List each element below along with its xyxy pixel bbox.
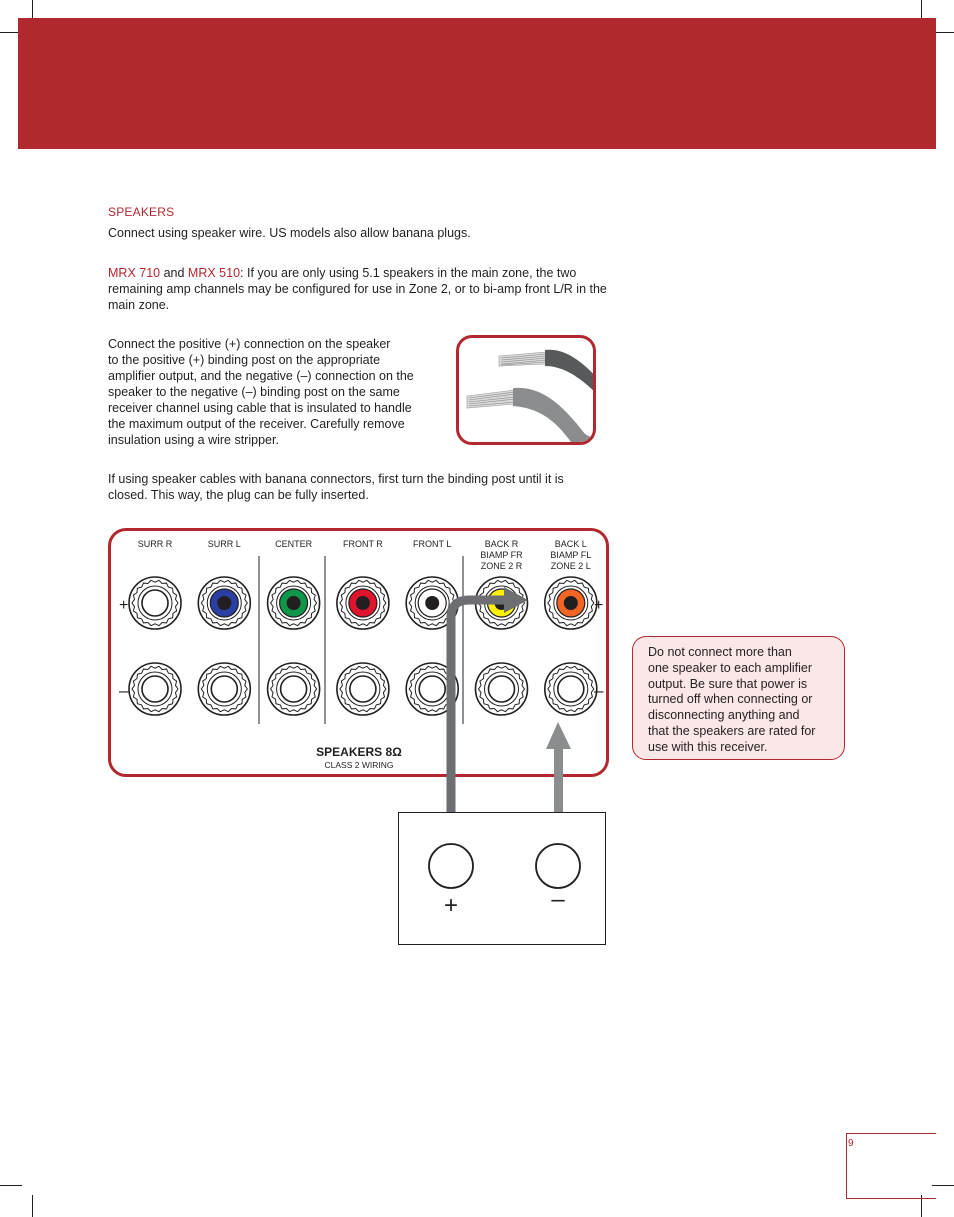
note-line: Do not connect more than: [648, 645, 792, 659]
speaker-terminal-panel: [108, 528, 609, 777]
speaker-negative-terminal: [536, 844, 580, 888]
models-paragraph: [108, 265, 608, 313]
page-number: 9: [848, 1138, 854, 1149]
channel-label: BACK R: [484, 539, 519, 549]
channel-label: BIAMP FL: [550, 550, 592, 560]
warning-note: [632, 636, 845, 760]
connect-line: insulation using a wire stripper.: [108, 433, 279, 447]
binding-post-positive: [337, 577, 389, 629]
speaker-positive-terminal: [429, 844, 473, 888]
page-frame-line: [846, 1133, 847, 1199]
binding-posts-group: [129, 577, 597, 715]
connect-line: the maximum output of the receiver. Carefully remove: [108, 417, 405, 431]
connect-line: receiver channel using cable that is insulated to handle: [108, 401, 412, 415]
channel-label: CENTER: [275, 539, 313, 549]
channel-label: ZONE 2 R: [480, 561, 523, 571]
note-line: one speaker to each amplifier: [648, 660, 812, 675]
section-heading: SPEAKERS: [108, 205, 175, 219]
banana-line: closed. This way, the plug can be fully inserted.: [108, 488, 369, 502]
channel-label: FRONT L: [413, 539, 452, 549]
lower-wire: [467, 388, 593, 442]
banana-line: If using speaker cables with banana connectors, first turn the binding post until it is: [108, 472, 564, 486]
stripped-wire-icon: [459, 338, 593, 442]
and-text: and: [160, 266, 188, 280]
note-line: turned off when connecting or: [648, 692, 813, 707]
model-710-label: MRX 710: [108, 266, 161, 280]
banana-paragraph: [108, 471, 608, 503]
panel-subtitle: CLASS 2 WIRING: [324, 760, 394, 770]
binding-post-positive: [476, 577, 528, 629]
crop-mark: [32, 1195, 33, 1217]
wire-illustration: [456, 335, 596, 445]
header-band: [18, 18, 936, 149]
channel-label: BACK L: [554, 539, 587, 549]
connect-line: Connect the positive (+) connection on the speaker: [108, 337, 391, 351]
terminal-panel-drawing: [111, 531, 606, 774]
channel-label: BIAMP FR: [480, 550, 523, 560]
binding-post-negative: [198, 663, 250, 715]
minus-symbol-left: –: [119, 681, 129, 700]
binding-post-negative: [406, 663, 458, 715]
speaker-terminals: [399, 813, 605, 944]
note-line: output. Be sure that power is: [648, 676, 808, 691]
speaker-diagram: [398, 812, 606, 945]
page-frame-line: [846, 1198, 936, 1199]
connect-paragraph: [108, 336, 448, 448]
speaker-minus-symbol: –: [551, 886, 565, 913]
binding-post-positive: [268, 577, 320, 629]
note-line: that the speakers are rated for: [648, 723, 816, 738]
page-frame-line: [846, 1133, 936, 1134]
binding-post-positive: [198, 577, 250, 629]
channel-label: FRONT R: [342, 539, 383, 549]
models-text: : If you are only using 5.1 speakers in the main zone, the two remaining amp channels may be configured for use in Zone 2, or to bi-amp front L/R in the main zone.: [108, 266, 607, 312]
connect-line: to the positive (+) binding post on the appropriate: [108, 353, 381, 367]
crop-mark: [0, 1185, 22, 1186]
binding-post-positive: [406, 577, 458, 629]
note-line: disconnecting anything and: [648, 708, 800, 723]
binding-post-negative: [268, 663, 320, 715]
note-line: use with this receiver.: [648, 739, 768, 754]
plus-symbol-right: +: [594, 597, 604, 614]
connect-line: amplifier output, and the negative (–) connection on the: [108, 369, 414, 383]
crop-mark: [932, 1185, 954, 1186]
channel-label: SURR R: [137, 539, 173, 549]
channel-label: ZONE 2 L: [550, 561, 591, 571]
speaker-plus-symbol: +: [443, 892, 459, 919]
binding-post-negative: [129, 663, 181, 715]
panel-title: SPEAKERS 8Ω: [316, 745, 402, 759]
intro-paragraph: Connect using speaker wire. US models also allow banana plugs.: [108, 226, 471, 240]
channel-label: SURR L: [207, 539, 241, 549]
binding-post-positive: [545, 577, 597, 629]
connect-line: speaker to the negative (–) binding post on the same: [108, 385, 400, 399]
minus-symbol-right: –: [594, 681, 604, 700]
plus-symbol-left: +: [119, 597, 129, 614]
binding-post-negative: [476, 663, 528, 715]
model-510-label: MRX 510: [187, 266, 241, 280]
binding-post-negative: [337, 663, 389, 715]
binding-post-positive: [129, 577, 181, 629]
binding-post-negative: [545, 663, 597, 715]
